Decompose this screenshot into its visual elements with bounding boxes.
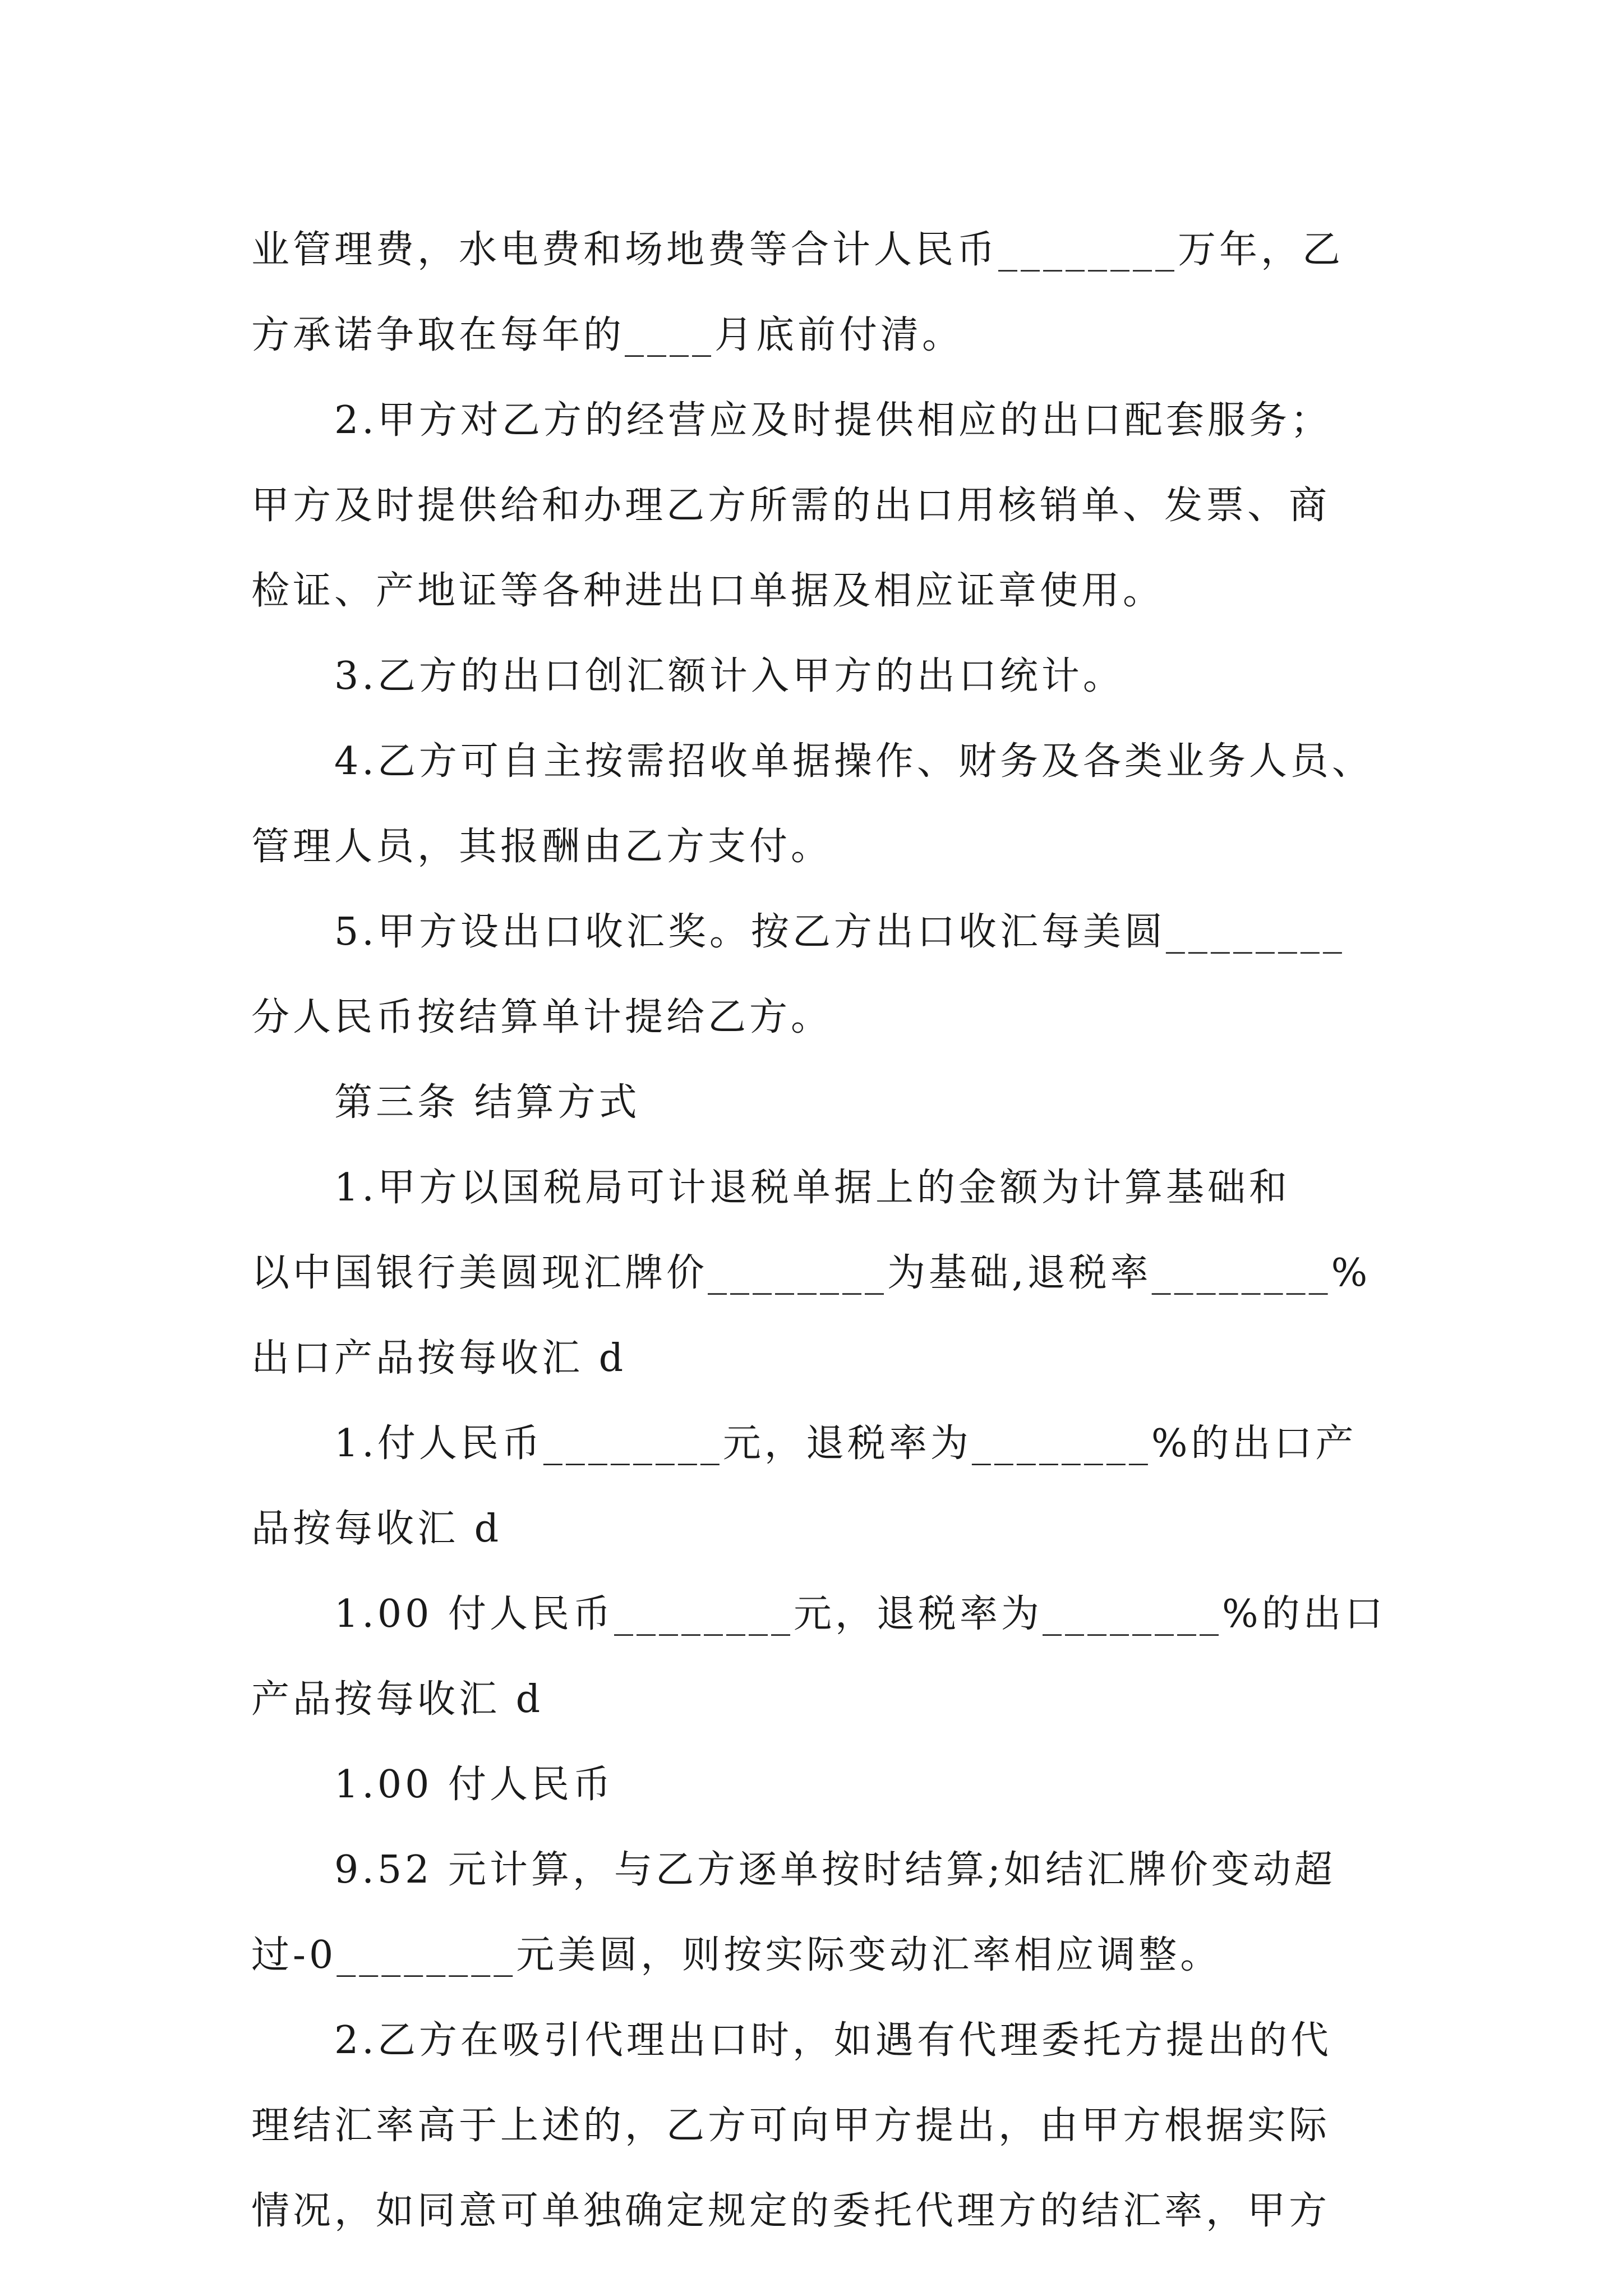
text-line: 3.乙方的出口创汇额计入甲方的出口统计。: [334, 654, 1124, 698]
section-heading: 第三条 结算方式: [334, 1080, 640, 1125]
text-line: 业管理费，水电费和场地费等合计人民币________万年，乙: [251, 228, 1344, 272]
document-body: [251, 208, 1384, 2254]
text-line: 以中国银行美圆现汇牌价________为基础,退税率________%: [251, 1251, 1371, 1295]
text-line: 过-0________元美圆，则按实际变动汇率相应调整。: [251, 1933, 1222, 1977]
text-line: 理结汇率高于上述的，乙方可向甲方提出，由甲方根据实际: [251, 2104, 1331, 2148]
text-line: 2.乙方在吸引代理出口时，如遇有代理委托方提出的代: [334, 2018, 1332, 2063]
text-line: 2.甲方对乙方的经营应及时提供相应的出口配套服务；: [334, 398, 1332, 443]
text-line: 1.00 付人民币________元，退税率为________%的出口: [334, 1592, 1386, 1636]
text-line: 9.52 元计算，与乙方逐单按时结算;如结汇牌价变动超: [334, 1848, 1336, 1892]
text-line: 管理人员，其报酬由乙方支付。: [251, 825, 833, 869]
text-line: 1.00 付人民币: [334, 1763, 615, 1807]
text-line: 分人民币按结算单计提给乙方。: [251, 995, 833, 1039]
text-line: 出口产品按每收汇 d: [251, 1336, 627, 1381]
text-line: 情况，如同意可单独确定规定的委托代理方的结汇率，甲方: [251, 2189, 1331, 2233]
text-line: 4.乙方可自主按需招收单据操作、财务及各类业务人员、: [334, 739, 1373, 784]
text-line: 5.甲方设出口收汇奖。按乙方出口收汇每美圆________: [334, 910, 1345, 954]
text-line: 产品按每收汇 d: [251, 1677, 544, 1722]
text-line: 1.付人民币________元，退税率为________%的出口产: [334, 1421, 1357, 1466]
text-line: 甲方及时提供给和办理乙方所需的出口用核销单、发票、商: [251, 484, 1331, 528]
text-line: 检证、产地证等各种进出口单据及相应证章使用。: [251, 569, 1165, 613]
text-line: 方承诺争取在每年的____月底前付清。: [251, 313, 964, 357]
text-line: 品按每收汇 d: [251, 1507, 502, 1551]
text-line: 1.甲方以国税局可计退税单据上的金额为计算基础和: [334, 1166, 1290, 1210]
